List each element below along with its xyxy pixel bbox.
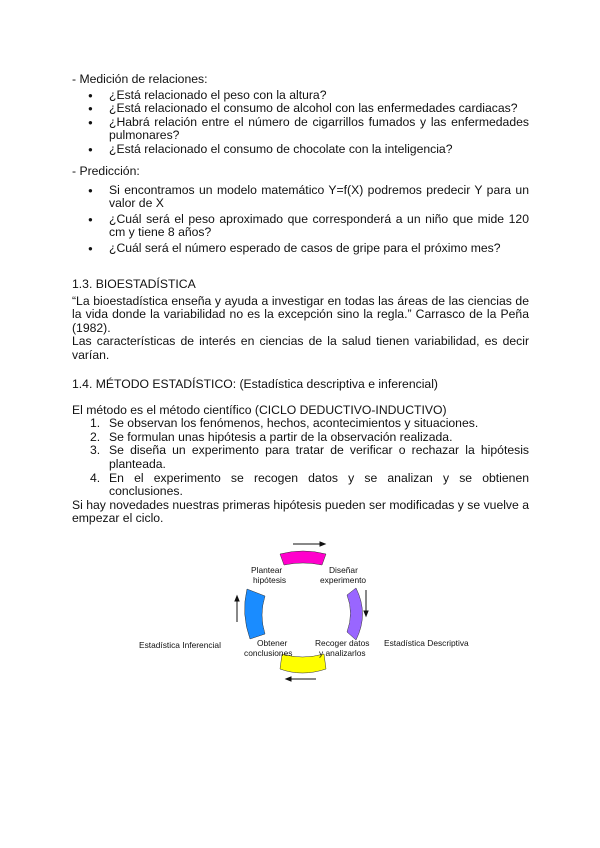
measure-list [72,89,529,157]
quote-paragraph: “La bioestadística enseña y ayuda a investigar en todas las áreas de las ciencias de la vida donde la variabilidad no es la excepción sino la regla.” Carrasco de la Peña (1982). [72,293,529,335]
label-estadistica-inferencial: Estadística Inferencial [139,640,221,650]
measure-heading: - Medición de relaciones: [72,72,208,86]
metodo-steps [72,417,529,499]
step-number: 3. [90,443,101,458]
step-text: Se diseña un experimento para tratar de verificar o rechazar la hipótesis planteada. [109,443,529,471]
cycle-arc-top [280,551,326,565]
bioestadistica-section [72,278,529,363]
label-conclusiones: conclusiones [244,648,293,658]
step-number: 2. [90,429,101,444]
predict-section [72,165,529,256]
list-item: ● ¿Cuál será el número esperado de casos de gripe para el próximo mes? [72,242,529,256]
label-analizarlos: y analizarlos [319,648,366,658]
variability-paragraph: Las características de interés en ciencias de la salud tienen variabilidad, es decir varían. [72,334,529,362]
section-title: 1.3. BIOESTADÍSTICA [72,277,196,291]
label-estadistica-descriptiva: Estadística Descriptiva [384,638,469,648]
scientific-cycle-diagram [130,540,510,690]
label-obtener: Obtener [257,638,288,648]
predict-heading: - Predicción: [72,164,140,178]
step-text: En el experimento se recogen datos y se analizan y se obtienen conclusiones. [109,470,529,499]
label-plantear: Plantear [251,565,283,575]
step-number: 1. [90,416,101,431]
closing-paragraph: Si hay novedades nuestras primeras hipótesis pueden ser modificadas y se vuelve a empezar el ciclo. [72,497,529,526]
list-item [72,444,529,471]
list-item: ● Si encontramos un modelo matemático Y=f(X) podremos predecir Y para un valor de X [72,184,529,211]
metodo-intro: El método es el método científico (CICLO DEDUCTIVO-INDUCTIVO) [72,402,447,417]
arrow-right [364,590,368,616]
list-item [72,431,529,445]
list-item: ● ¿Está relacionado el consumo de chocolate con la inteligencia? [72,143,529,157]
list-item [72,417,529,431]
label-hipotesis: hipótesis [253,575,287,585]
metodo-section [72,378,529,526]
list-item: ● ¿Habrá relación entre el número de cigarrillos fumados y las enfermedades pulmonares? [72,116,529,143]
cycle-arc-left [245,589,265,639]
label-recoger: Recoger datos [315,638,370,648]
list-item: ● ¿Está relacionado el consumo de alcohol con las enfermedades cardiacas? [72,102,529,116]
list-item: ● ¿Está relacionado el peso con la altura? [72,89,529,103]
step-text: Se observan los fenómenos, hechos, acontecimientos y situaciones. [109,416,479,431]
list-item: ● ¿Cuál será el peso aproximado que corresponderá a un niño que mide 120 cm y tiene 8 años? [72,213,529,240]
measure-section [72,73,529,157]
step-number: 4. [90,470,101,485]
section-title: 1.4. MÉTODO ESTADÍSTICO: (Estadística descriptiva e inferencial) [72,377,438,391]
arrow-left [235,596,239,622]
label-disenar: Diseñar [329,565,358,575]
step-text: Se formulan unas hipótesis a partir de la observación realizada. [109,429,453,444]
label-experimento: experimento [320,575,367,585]
arrow-top [293,542,325,546]
arrow-bottom [286,677,316,681]
cycle-arc-right [347,588,363,640]
list-item [72,472,529,499]
predict-list [72,184,529,256]
